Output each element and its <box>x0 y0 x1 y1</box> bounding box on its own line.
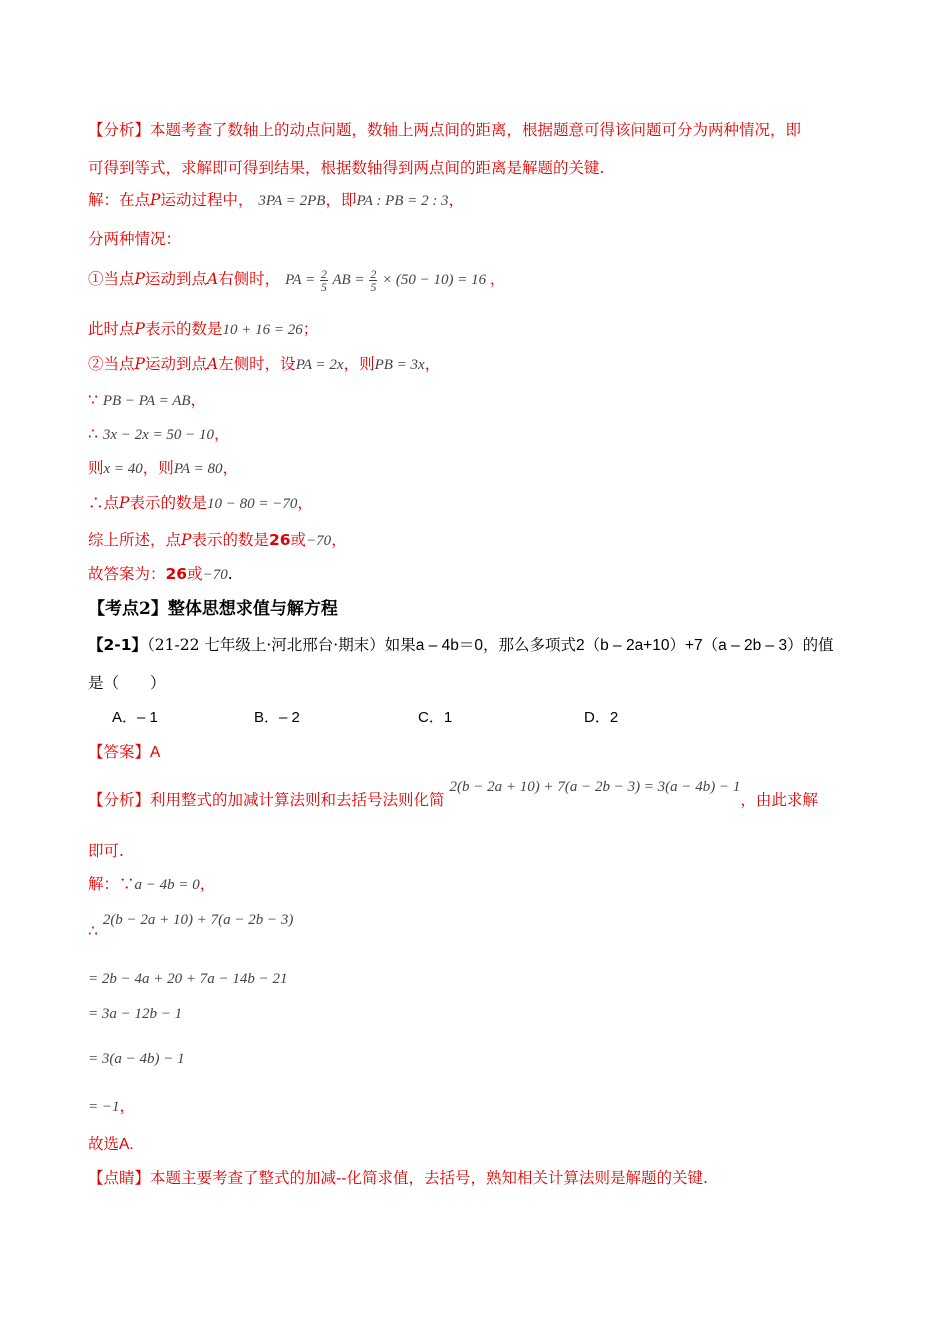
solution-line-1 <box>88 189 464 212</box>
equation: = 3a − 12b − 1 <box>88 1006 183 1022</box>
question-condition: a – 4b＝0 <box>415 637 483 654</box>
therefore-symbol: ∴ <box>88 922 98 940</box>
point-label: P <box>119 494 130 512</box>
text: ， <box>489 270 506 288</box>
text: ，即 <box>325 191 357 209</box>
text: ， <box>424 355 441 373</box>
text: 解：∵ <box>88 875 135 893</box>
solution2-line-5 <box>88 1047 185 1070</box>
option-value: – 1 <box>137 709 158 726</box>
fraction-denominator: 5 <box>320 280 327 295</box>
solution2-line-6 <box>88 1095 135 1118</box>
option-label: A． <box>112 709 138 726</box>
text: ，那么多项式 <box>482 636 576 654</box>
equation: 2(b − 2a + 10) + 7(a − 2b − 3) <box>102 912 294 928</box>
text: ，则 <box>343 355 375 373</box>
text: 右侧时， <box>218 270 281 288</box>
equation: = 3(a − 4b) − 1 <box>88 1051 185 1067</box>
solution2-line-2 <box>88 912 294 943</box>
analysis2-line-2 <box>88 840 124 862</box>
solution-line-7 <box>88 423 230 446</box>
text: . <box>227 565 233 583</box>
text: 表示的数是 <box>144 320 223 338</box>
text: 综上所述，点 <box>88 531 182 549</box>
analysis-paragraph-line-2 <box>88 157 604 179</box>
equation: PB − PA = AB <box>102 393 191 409</box>
text: 左侧时，设 <box>218 355 296 373</box>
equation: 3x − 2x = 50 − 10 <box>102 427 214 443</box>
solution-line-2 <box>88 228 181 250</box>
fraction <box>369 268 377 293</box>
solution-line-10 <box>88 529 347 552</box>
solution2-line-7 <box>88 1133 134 1156</box>
fraction-numerator: 2 <box>320 267 327 282</box>
answer-line <box>88 741 160 764</box>
text: ，由此求解 <box>740 791 818 809</box>
option-value: – 2 <box>279 709 300 726</box>
question-source: （21-22 七年级上·河北邢台·期末）如果 <box>147 636 416 654</box>
equation: a − 4b = 0 <box>134 877 200 893</box>
option-label: D． <box>584 709 610 726</box>
analysis2-line-1 <box>88 779 818 812</box>
text: ②当点 <box>88 355 135 373</box>
text: 解：在点 <box>88 191 151 209</box>
text: 故选 <box>88 1135 120 1153</box>
text: 表示的数是 <box>191 531 269 549</box>
question-line-1 <box>88 634 834 657</box>
text: 分两种情况： <box>88 230 182 248</box>
text: 或 <box>187 565 203 583</box>
fraction-numerator: 2 <box>370 267 377 282</box>
solution-line-5 <box>88 353 440 376</box>
analysis-text: 利用整式的加减计算法则和去括号法则化简 <box>150 791 445 809</box>
value: 26 <box>268 531 291 549</box>
text: 的值 <box>802 636 834 654</box>
equation: PA : PB = 2 : 3 <box>356 193 449 209</box>
equation: 10 − 80 = −70 <box>206 496 298 512</box>
solution-line-9 <box>88 492 313 515</box>
point-label: P <box>134 355 145 373</box>
value: −70 <box>202 567 228 583</box>
text: 此时点 <box>88 320 135 338</box>
text: ， <box>331 531 347 549</box>
point-label: A <box>206 355 219 373</box>
because-symbol: ∵ <box>88 391 98 409</box>
analysis-text: 本题考查了数轴上的动点问题，数轴上两点间的距离，根据题意可得该问题可分为两种情况，即 <box>150 121 802 139</box>
equation: PB = 3x <box>374 357 425 373</box>
text: 运动到点 <box>144 355 207 373</box>
solution-line-8 <box>88 457 238 480</box>
text: ， <box>190 391 207 409</box>
fraction-denominator: 5 <box>370 280 377 295</box>
comment-tag: 【点睛】 <box>88 1169 151 1187</box>
text: ， <box>119 1097 136 1115</box>
section-heading: 【考点2】整体思想求值与解方程 <box>88 599 338 619</box>
analysis-tag: 【分析】 <box>88 791 151 809</box>
value: −70 <box>306 533 332 549</box>
text: 故答案为： <box>88 565 166 583</box>
text: ， <box>199 875 216 893</box>
option-c <box>418 706 452 727</box>
point-label: P <box>181 531 192 549</box>
equation-part: × (50 − 10) = 16 <box>382 272 487 288</box>
option-b <box>254 706 300 727</box>
text: 运动到点 <box>144 270 207 288</box>
solution2-line-4 <box>88 1002 182 1025</box>
equation: x = 40 <box>103 461 143 477</box>
value: 26 <box>165 565 188 583</box>
comment-line <box>88 1167 708 1189</box>
option-value: 1 <box>443 709 453 726</box>
equation: = 2b − 4a + 20 + 7a − 14b − 21 <box>88 971 288 987</box>
solution-line-3 <box>88 268 505 293</box>
equation-part: PA = <box>285 272 316 288</box>
equation: PA = 80 <box>173 461 223 477</box>
text: 是（ ） <box>88 674 166 692</box>
point-label: A <box>206 270 219 288</box>
text: ， <box>222 459 239 477</box>
analysis-text: 可得到等式，求解即可得到结果，根据数轴得到两点间的距离是解题的关键. <box>88 159 605 177</box>
point-label: P <box>150 191 161 209</box>
question-expression: 2（b – 2a+10）+7（a – 2b – 3） <box>575 637 803 654</box>
equation: = −1 <box>88 1099 120 1115</box>
therefore-symbol: ∴ <box>88 425 98 443</box>
text: 运动过程中， <box>160 191 254 209</box>
equation-part: AB = <box>332 272 365 288</box>
analysis-tag: 【分析】 <box>88 121 151 139</box>
fraction <box>320 268 328 293</box>
equation: 2(b − 2a + 10) + 7(a − 2b − 3) = 3(a − 4b) − 1 <box>449 779 741 795</box>
answer-value: A <box>150 744 161 761</box>
option-label: C． <box>418 709 444 726</box>
option-d <box>584 706 618 727</box>
option-a <box>112 706 158 727</box>
solution2-line-1 <box>88 873 215 896</box>
point-label: P <box>134 320 145 338</box>
text: ， <box>448 191 465 209</box>
equation <box>285 267 490 295</box>
text: ； <box>302 320 319 338</box>
question-tag: 【2-1】 <box>88 636 148 654</box>
text: ∴点 <box>88 494 120 512</box>
text: ， <box>214 425 230 443</box>
analysis-paragraph-line-1 <box>88 119 801 141</box>
solution2-line-3 <box>88 967 287 990</box>
text: 或 <box>290 531 307 549</box>
equation: 3PA = 2PB <box>258 193 326 209</box>
solution-line-4 <box>88 318 318 341</box>
solution-line-6 <box>88 389 206 412</box>
option-label: B． <box>254 709 280 726</box>
text: 即可. <box>88 842 124 860</box>
solution-line-11 <box>88 563 233 586</box>
equation: PA = 2x <box>295 357 344 373</box>
text: ，则 <box>142 459 174 477</box>
option-value: 2 <box>609 709 619 726</box>
equation: 10 + 16 = 26 <box>222 322 303 338</box>
text: 表示的数是 <box>129 494 207 512</box>
text: 则 <box>88 459 104 477</box>
point-label: P <box>134 270 145 288</box>
text: ， <box>297 494 313 512</box>
answer-tag: 【答案】 <box>88 743 151 761</box>
value: A. <box>119 1136 134 1153</box>
question-line-2 <box>88 672 166 694</box>
text: ①当点 <box>88 270 135 288</box>
comment-text: 本题主要考查了整式的加减--化简求值，去括号，熟知相关计算法则是解题的关键. <box>150 1169 708 1187</box>
